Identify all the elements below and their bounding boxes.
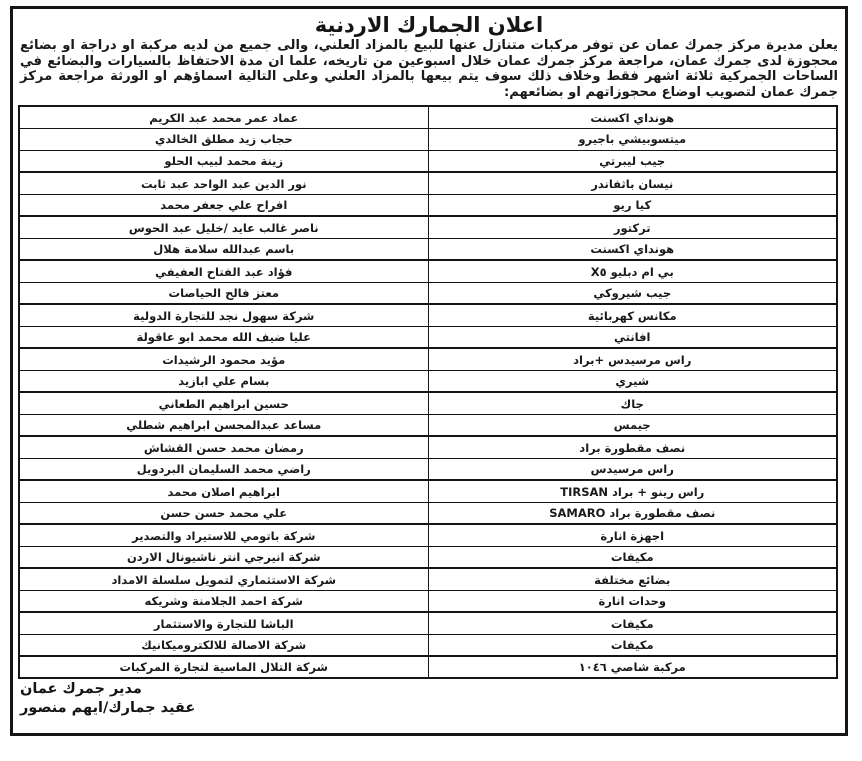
vehicle-cell: جيب شيروكي [428, 282, 837, 304]
owner-cell: نور الدين عبد الواحد عبد ثابت [19, 172, 428, 194]
owner-cell: زينة محمد لبيب الحلو [19, 150, 428, 172]
table-row [19, 150, 837, 172]
vehicle-cell: هونداي اكسنت [428, 106, 837, 128]
owner-cell: افراح علي جعفر محمد [19, 194, 428, 216]
vehicle-cell: راس مرسيدس +براد [428, 348, 837, 370]
table-row [19, 326, 837, 348]
vehicle-cell: وحدات انارة [428, 590, 837, 612]
vehicle-cell: بضائع مختلفة [428, 568, 837, 590]
signature-title: مدير جمرك عمان [20, 681, 142, 698]
owner-cell: راضي محمد السليمان البردويل [19, 458, 428, 480]
vehicle-cell: نصف مقطورة براد SAMARO [428, 502, 837, 524]
owner-cell: فؤاد عبد الفتاح العفيفي [19, 260, 428, 282]
owner-cell: ابراهيم اصلان محمد [19, 480, 428, 502]
vehicle-cell: جاك [428, 392, 837, 414]
owner-cell: عماد عمر محمد عبد الكريم [19, 106, 428, 128]
table-row [19, 590, 837, 612]
table-row [19, 128, 837, 150]
table-row [19, 414, 837, 436]
vehicle-cell: بي ام دبليو X٥ [428, 260, 837, 282]
vehicle-cell: هونداي اكسنت [428, 238, 837, 260]
table-row [19, 656, 837, 678]
vehicle-cell: مكيفات [428, 546, 837, 568]
table-row [19, 260, 837, 282]
table-row [19, 502, 837, 524]
table-row [19, 348, 837, 370]
owner-cell: حجاب زيد مطلق الخالدي [19, 128, 428, 150]
vehicle-cell: تركتور [428, 216, 837, 238]
intro-paragraph: يعلن مديرة مركز جمرك عمان عن توفر مركبات متنازل عنها للبيع بالمزاد العلني، والى جميع من لديه مركبة او دراجة او بضائع محجوزة لدى جمرك عمان، مراجعة مركز جمرك عمان خلال اسبوعين من تاريخه، علما ان مدة الاحتفاظ بالسيارات والبضائع في الساحات الجمركية ثلاثة اشهر فقط وخلاف ذلك سوف يتم بيعها بالمزاد العلني وعلى التالية اسماؤهم او الورثة مراجعة مركز جمرك عمان لتصويب اوضاع محجوزاتهم او بضائعهم: [20, 38, 838, 100]
table-row [19, 436, 837, 458]
owner-cell: عليا ضيف الله محمد ابو عاقولة [19, 326, 428, 348]
owner-cell: ناصر غالب عايد /خليل عبد الحوس [19, 216, 428, 238]
owner-cell: شركة باتومي للاستيراد والتصدير [19, 524, 428, 546]
owner-cell: باسم عبدالله سلامة هلال [19, 238, 428, 260]
owner-cell: بسام علي ابازيد [19, 370, 428, 392]
owner-cell: شركة انيرجي انتر ناشيونال الاردن [19, 546, 428, 568]
table-row [19, 106, 837, 128]
vehicle-cell: اجهزة انارة [428, 524, 837, 546]
table-row [19, 238, 837, 260]
owner-cell: معتز فالح الحياصات [19, 282, 428, 304]
signature-name: عقيد جمارك/ايهم منصور [20, 700, 196, 717]
vehicle-cell: مكيفات [428, 612, 837, 634]
signature-block [20, 680, 838, 718]
owner-cell: مؤيد محمود الرشيدات [19, 348, 428, 370]
vehicle-cell: شيري [428, 370, 837, 392]
vehicle-cell: راس مرسيدس [428, 458, 837, 480]
page-title: اعلان الجمارك الاردنية [314, 13, 544, 37]
owner-cell: علي محمد حسن حسن [19, 502, 428, 524]
table-row [19, 216, 837, 238]
table-row [19, 480, 837, 502]
vehicle-cell: جيب ليبرتي [428, 150, 837, 172]
owner-cell: حسين ابراهيم الطعاني [19, 392, 428, 414]
seized-items-table-body [19, 106, 837, 678]
table-row [19, 370, 837, 392]
table-row [19, 392, 837, 414]
table-row [19, 612, 837, 634]
vehicle-cell: راس رينو + براد TIRSAN [428, 480, 837, 502]
vehicle-cell: نيسان باثفاندر [428, 172, 837, 194]
vehicle-cell: جيمس [428, 414, 837, 436]
table-row [19, 458, 837, 480]
vehicle-cell: مكانس كهربائية [428, 304, 837, 326]
seized-items-table [18, 105, 838, 679]
announcement-frame [10, 6, 848, 736]
table-row [19, 282, 837, 304]
owner-cell: شركة الاستثماري لتمويل سلسلة الامداد [19, 568, 428, 590]
owner-cell: شركة الاصالة للالكتروميكانيك [19, 634, 428, 656]
table-row [19, 634, 837, 656]
table-row [19, 546, 837, 568]
vehicle-cell: مركبة شاصي ١٠٤٦ [428, 656, 837, 678]
vehicle-cell: مكيفات [428, 634, 837, 656]
owner-cell: مساعد عبدالمحسن ابراهيم شطلي [19, 414, 428, 436]
vehicle-cell: كيا ريو [428, 194, 837, 216]
vehicle-cell: ميتسوبيشي باجيرو [428, 128, 837, 150]
table-row [19, 304, 837, 326]
owner-cell: شركة التلال الماسية لتجارة المركبات [19, 656, 428, 678]
vehicle-cell: افانتي [428, 326, 837, 348]
owner-cell: شركة سهول نجد للتجارة الدولية [19, 304, 428, 326]
owner-cell: شركة احمد الجلامنة وشريكه [19, 590, 428, 612]
table-row [19, 568, 837, 590]
table-row [19, 172, 837, 194]
table-row [19, 524, 837, 546]
table-row [19, 194, 837, 216]
owner-cell: رمضان محمد حسن القشاش [19, 436, 428, 458]
vehicle-cell: نصف مقطورة براد [428, 436, 837, 458]
owner-cell: الباشا للتجارة والاستثمار [19, 612, 428, 634]
